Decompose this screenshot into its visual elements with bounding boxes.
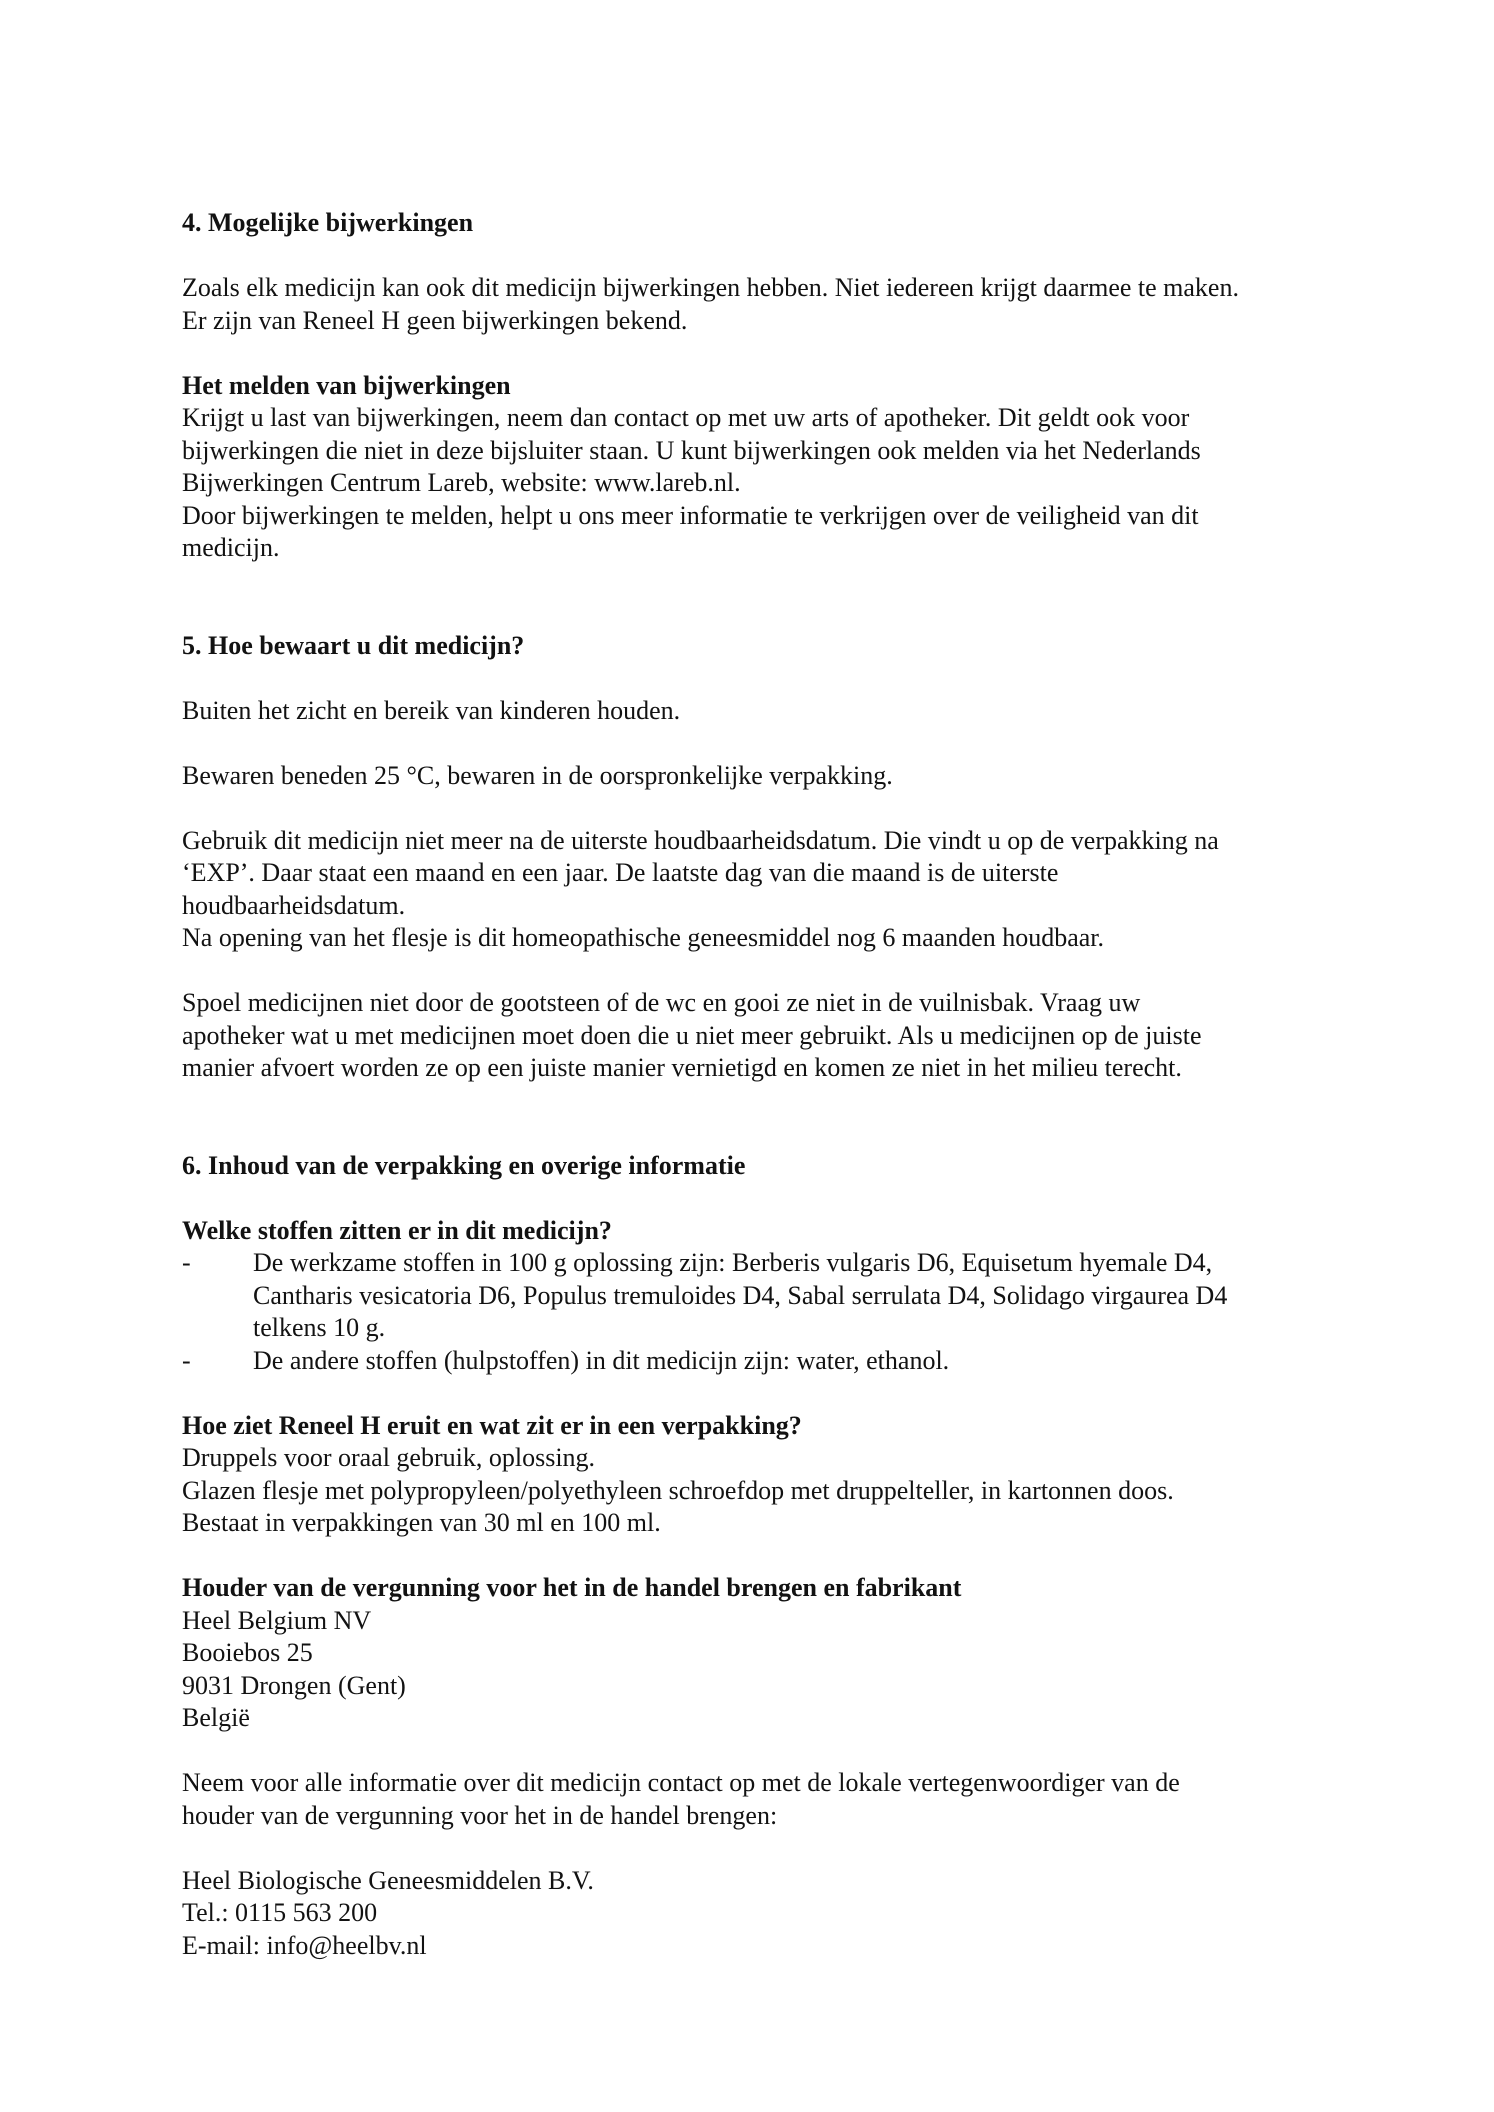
text-line: Bewaren beneden 25 °C, bewaren in de oorspronkelijke verpakking.: [182, 760, 893, 790]
text-line: Na opening van het flesje is dit homeopathische geneesmiddel nog 6 maanden houdbaar.: [182, 923, 1105, 952]
text-line: België: [182, 1703, 250, 1732]
text-line: manier afvoert worden ze op een juiste manier vernietigd en komen ze niet in het milieu terecht.: [182, 1053, 1182, 1082]
text-line: Krijgt u last van bijwerkingen, neem dan contact op met uw arts of apotheker. Dit geldt ook voor: [182, 403, 1190, 432]
sub-heading: Houder van de vergunning voor het in de handel brengen en fabrikant: [182, 1573, 962, 1602]
text-line: Heel Biologische Geneesmiddelen B.V.: [182, 1865, 594, 1895]
bullet-marker: -: [182, 1345, 191, 1375]
text-line: ‘EXP’. Daar staat een maand en een jaar. De laatste dag van die maand is de uiterste: [182, 858, 1059, 887]
text-line: houder van de vergunning voor het in de handel brengen:: [182, 1800, 778, 1830]
section-heading: 5. Hoe bewaart u dit medicijn?: [182, 630, 525, 660]
text-line: Neem voor alle informatie over dit medicijn contact op met de lokale vertegenwoordiger van de: [182, 1768, 1180, 1797]
text-line: Druppels voor oraal gebruik, oplossing.: [182, 1443, 596, 1472]
text-line: houdbaarheidsdatum.: [182, 890, 406, 920]
text-line: Buiten het zicht en bereik van kinderen houden.: [182, 695, 681, 725]
list-item: [182, 1247, 1372, 1345]
section-heading: 6. Inhoud van de verpakking en overige informatie: [182, 1150, 746, 1180]
text-line: bijwerkingen die niet in deze bijsluiter staan. U kunt bijwerkingen ook melden via het Nederlands: [182, 435, 1201, 465]
bullet-marker: -: [182, 1248, 191, 1277]
paragraph: [182, 825, 1372, 955]
paragraph: [182, 402, 1372, 565]
paragraph: [182, 760, 1372, 793]
list-item: [182, 1345, 1372, 1378]
text-line: De andere stoffen (hulpstoffen) in dit medicijn zijn: water, ethanol.: [253, 1345, 950, 1375]
document-body: [182, 207, 1372, 1962]
text-line: Glazen flesje met polypropyleen/polyethyleen schroefdop met druppelteller, in kartonnen doos.: [182, 1475, 1174, 1505]
text-line: Door bijwerkingen te melden, helpt u ons meer informatie te verkrijgen over de veiligheid van dit: [182, 500, 1199, 530]
list-item-text: [253, 1345, 1372, 1378]
paragraph: [182, 695, 1372, 728]
text-line: Cantharis vesicatoria D6, Populus tremuloides D4, Sabal serrulata D4, Solidago virgaurea D4: [253, 1280, 1228, 1310]
sub-heading: Hoe ziet Reneel H eruit en wat zit er in een verpakking?: [182, 1410, 802, 1440]
sub-heading: Welke stoffen zitten er in dit medicijn?: [182, 1215, 612, 1245]
text-line: Bijwerkingen Centrum Lareb, website: www.lareb.nl.: [182, 468, 741, 497]
text-line: Er zijn van Reneel H geen bijwerkingen bekend.: [182, 305, 688, 335]
paragraph: [182, 1442, 1372, 1540]
text-line: medicijn.: [182, 533, 280, 562]
text-line: Spoel medicijnen niet door de gootsteen of de wc en gooi ze niet in de vuilnisbak. Vraag uw: [182, 988, 1141, 1017]
paragraph: [182, 272, 1372, 337]
text-line: Tel.: 0115 563 200: [182, 1898, 378, 1927]
text-line: apotheker wat u met medicijnen moet doen die u niet meer gebruikt. Als u medicijnen op de juiste: [182, 1020, 1202, 1050]
text-line: De werkzame stoffen in 100 g oplossing zijn: Berberis vulgaris D6, Equisetum hyemale D4,: [253, 1248, 1213, 1277]
text-line: 9031 Drongen (Gent): [182, 1670, 406, 1700]
bullet-list: [182, 1247, 1372, 1377]
paragraph: [182, 1865, 1372, 1963]
text-line: E-mail: info@heelbv.nl: [182, 1930, 427, 1960]
text-line: telkens 10 g.: [253, 1313, 386, 1342]
sub-heading: Het melden van bijwerkingen: [182, 370, 511, 400]
text-line: Zoals elk medicijn kan ook dit medicijn bijwerkingen hebben. Niet iedereen krijgt daarmee te maken.: [182, 273, 1239, 302]
section-heading: 4. Mogelijke bijwerkingen: [182, 208, 474, 237]
list-item-text: [253, 1247, 1372, 1345]
paragraph: [182, 1605, 1372, 1735]
paragraph: [182, 987, 1372, 1085]
paragraph: [182, 1767, 1372, 1832]
text-line: Gebruik dit medicijn niet meer na de uiterste houdbaarheidsdatum. Die vindt u op de verpakking na: [182, 825, 1219, 855]
text-line: Bestaat in verpakkingen van 30 ml en 100 ml.: [182, 1508, 661, 1537]
text-line: Booiebos 25: [182, 1638, 313, 1667]
text-line: Heel Belgium NV: [182, 1605, 372, 1635]
